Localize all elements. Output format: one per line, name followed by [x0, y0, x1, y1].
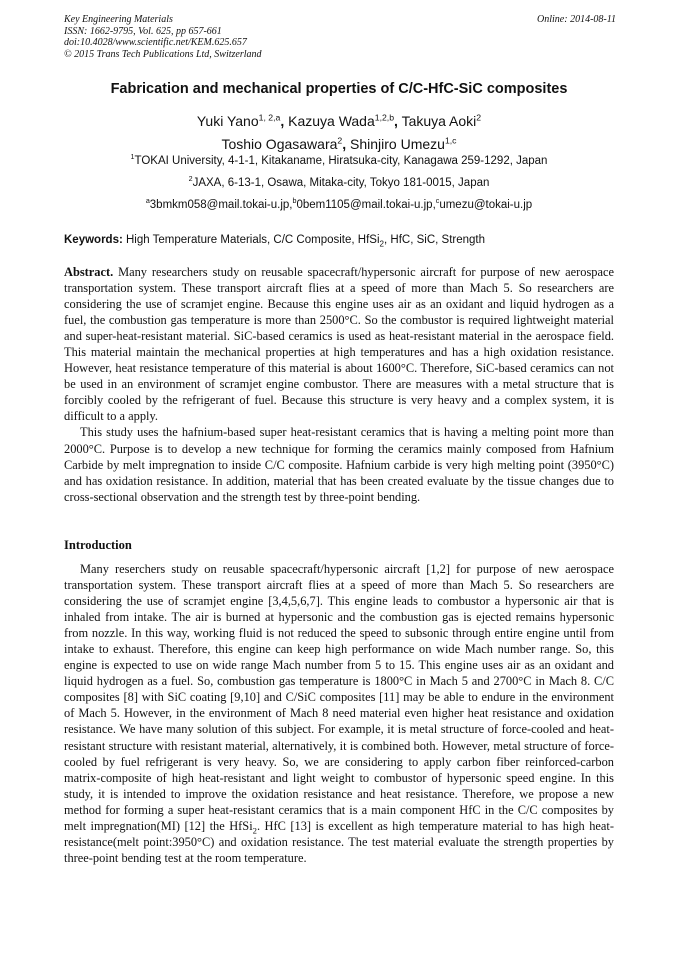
author-name: Toshio Ogasawara	[221, 136, 338, 152]
abstract	[64, 264, 614, 505]
journal-copyright: © 2015 Trans Tech Publications Ltd, Switzerland	[64, 48, 262, 60]
journal-header	[64, 14, 616, 60]
paper-title: Fabrication and mechanical properties of C/C-HfC-SiC composites	[110, 81, 568, 97]
abstract-text: Many researchers study on reusable spacecraft/hypersonic aircraft for purpose of new aerospace transportation system. These transport aircraft flies at a speed of more than Mach 5. So researchers are considering the use of scramjet engine. Because this engine uses air as an oxidant and liquid hydrogen as a fuel, the combustion gas temperature is more than 2500°C. So the combustor is required lightweight material and super-heat-resistant material. SiC-based ceramics is used as heat-resistant material in the aerospace field. This material maintain the mechanical properties at high temperatures and has a high oxidation resistance. However, heat resistance temperature of this material is about 1600°C. Therefore, SiC-based ceramics can not be used in an environment of scramjet engine combustor. There are measures with a metal structure that is forcibly cooled by the refrigerant of fuel. Because this structure is very heavy and a complex system, it is difficult to a apply.	[64, 265, 614, 424]
keywords-label: Keywords:	[64, 234, 123, 246]
author-affil-mark: 2	[337, 135, 343, 146]
author-affil-mark: 2	[476, 112, 482, 123]
affiliation-2: $^2$JAXA, 6-13-1, Osawa, Mitaka-city, Tokyo 181-0015, Japan	[188, 175, 490, 189]
introduction-heading: Introduction	[64, 538, 132, 552]
journal-name: Key Engineering Materials	[64, 14, 173, 25]
journal-doi: doi:10.4028/www.scientific.net/KEM.625.657	[64, 37, 247, 48]
online-date: Online: 2014-08-11	[537, 14, 616, 25]
abstract-label: Abstract.	[64, 265, 114, 279]
author-affil-mark: 1,2,b	[374, 112, 395, 123]
author-name: Yuki Yano	[196, 113, 259, 129]
affiliation-1: $^1$TOKAI University, 4-1-1, Kitakaname, Hiratsuka-city, Kanagawa 259-1292, Japan	[130, 153, 548, 167]
journal-issn: ISSN: 1662-9795, Vol. 625, pp 657-661	[64, 25, 222, 37]
keywords: Keywords: High Temperature Materials, C/C Composite, HfSi$_2$, HfC, SiC, Strength	[64, 234, 485, 249]
abstract-text-2: This study uses the hafnium-based super heat-resistant ceramics that is having a melting point more than 2000°C. Purpose is to develop a new technique for forming the ceramics mainly composed from Hafnium Carbide by melt impregnation to inside C/C composite. Hafnium carbide is very high melting point (3950°C) and has oxidation resistance. In addition, material that has been created evaluate by the tissue changes due to cross-sectional observation and the strength test by three-point bending.	[64, 425, 614, 504]
author-name: Takuya Aoki	[401, 113, 477, 129]
introduction-body: Many reserchers study on reusable spacecraft/hypersonic aircraft [1,2] for purpose of new aerospace transportation system. These transport aircraft flies at a speed of more than Mach 5. So researchers are considering the use of scramjet engine [3,4,5,6,7]. This engine leads to combustor a hypersonic air that is inhaled from intake. The air is burned at hypersonic and the combustion gas is ejected remains hypersonic from nozzle. In this way, working fluid is not reduced the speed to subsonic through entire engine until from intake to exhaust. Therefore, this engine can keep high performance on wide Mach number range. So, this engine is expected to use on wide range Mach number from 5 to 15. This engine uses air as an oxidant and liquid hydrogen as a fuel. So, combustion gas temperature is 1800°C in Mach 5 and 2700°C in Mach 8. C/C composites [8] with SiC coating [9,10] and C/SiC composites [11] may be able to endure in the environment of Mach 5. However, in the environment of Mach 8 need material even higher heat resistance and oxidation resistance. We have many solution of this subject. For example, it is metal structure of force-cooled and heat-resistant structure with resistant material, alternatively, it is combined both. However, metal structure of force-cooled by fuel refrigerant is very heavy. So, we are considering to apply carbon fiber reinforced-carbon matrix-composite of high heat-resistant and light weight to combustor of hypersonic speed engine. In this study, it is intended to improve the oxidation resistance and heat resistance. Therefore, we propose a new method for forming a super heat-resistant ceramics that is a main component HfC in the C/C composites by melt impregnation(MI) [12] the HfSi$_2$. HfC [13] is excellent as high temperature material to has high heat-resistance(melt point:3950°C) and oxidation resistance. The test material evaluate the strength properties by three-point bending test at the room temperature.	[64, 562, 614, 865]
author-affil-mark: 1,c	[444, 135, 457, 146]
author-name: Kazuya Wada	[288, 113, 375, 129]
author-emails: $^a$3bmkm058@mail.tokai-u.jp,$^b$0bem1105@mail.tokai-u.jp,$^c$umezu@tokai-u.jp	[145, 197, 533, 211]
author-line-2: Toshio Ogasawara$^2$, Shinjiro Umezu$^{1,c}$	[221, 135, 457, 152]
author-line-1: Yuki Yano$^{1, 2,a}$, Kazuya Wada$^{1,2,b}$, Takuya Aoki$^2$	[196, 112, 482, 129]
author-name: Shinjiro Umezu	[350, 136, 445, 152]
author-affil-mark: 1, 2,a	[258, 112, 281, 123]
